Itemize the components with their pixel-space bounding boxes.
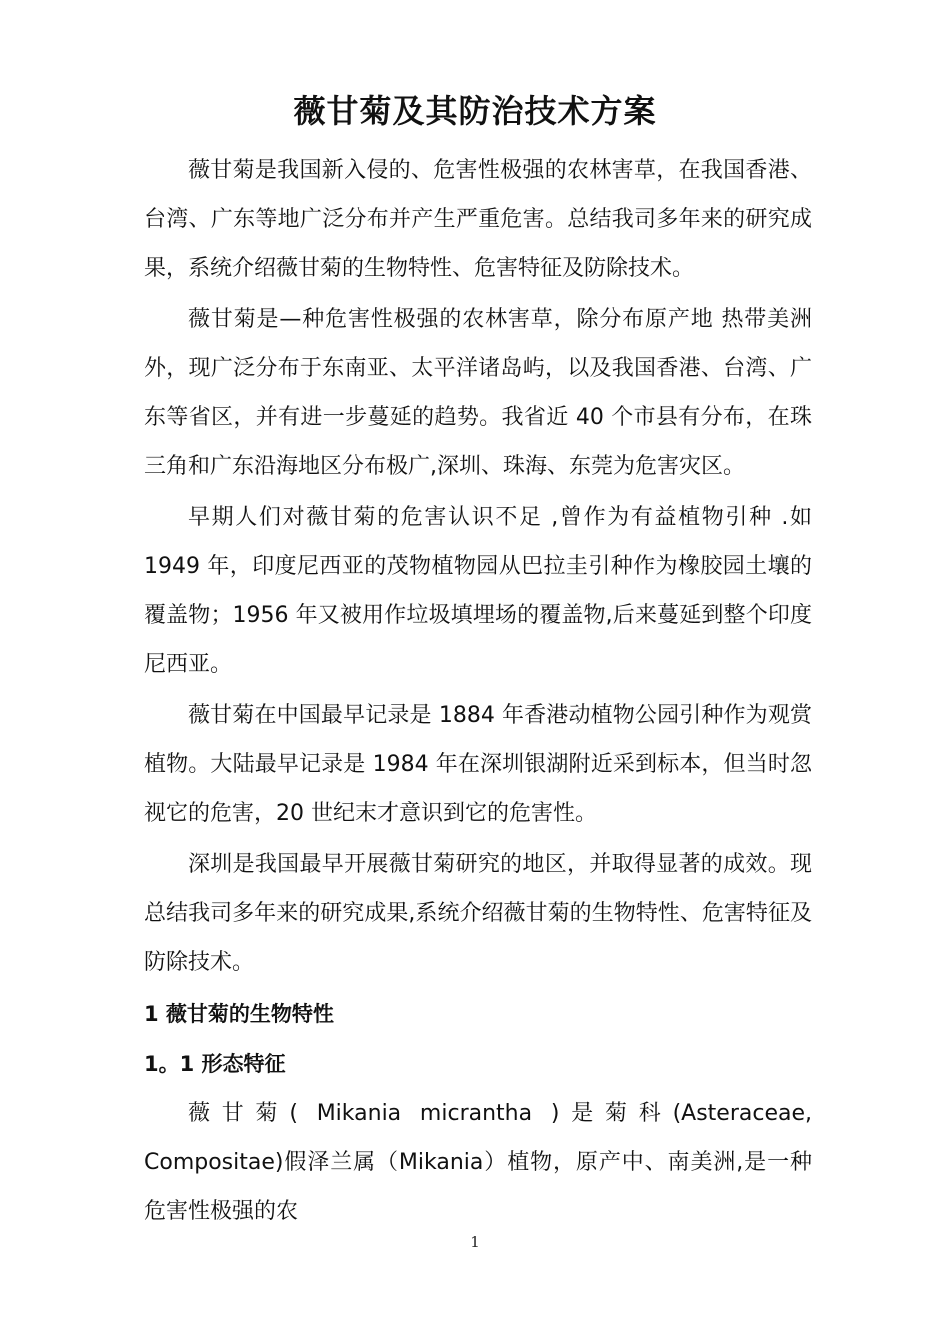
paragraph-china-record: 薇甘菊在中国最早记录是 1884 年香港动植物公园引种作为观赏植物。大陆最早记录是 1984 年在深圳银湖附近采到标本，但当时忽视它的危害，20 世纪末才意识到它的危害性。 — [144, 703, 812, 826]
subsection-heading-morphology: 1。1 形态特征 — [144, 1052, 286, 1076]
page-number: 1 — [470, 1233, 480, 1251]
section-heading-biology: 1 薇甘菊的生物特性 — [144, 1002, 334, 1026]
document-title: 薇甘菊及其防治技术方案 — [293, 92, 657, 130]
paragraph-morphology: 薇甘菊( Mikania micrantha )是菊科(Asteraceae, Compositae)假泽兰属（Mikania）植物，原产中、南美洲,是一种危害性极强的农 — [144, 1101, 812, 1224]
paragraph-intro: 薇甘菊是我国新入侵的、危害性极强的农林害草，在我国香港、台湾、广东等地广泛分布并产生严重危害。总结我司多年来的研究成果，系统介绍薇甘菊的生物特性、危害特征及防除技术。 — [144, 158, 812, 281]
document-body — [144, 146, 812, 1238]
paragraph-history: 早期人们对薇甘菊的危害认识不足 ,曾作为有益植物引种 .如 1949 年，印度尼西亚的茂物植物园从巴拉圭引种作为橡胶园土壤的覆盖物；1956 年又被用作垃圾填埋场的覆盖物,后来蔓延到整个印度尼西亚。 — [144, 505, 812, 677]
paragraph-shenzhen: 深圳是我国最早开展薇甘菊研究的地区，并取得显著的成效。现总结我司多年来的研究成果,系统介绍薇甘菊的生物特性、危害特征及防除技术。 — [144, 852, 812, 975]
paragraph-distribution: 薇甘菊是—种危害性极强的农林害草，除分布原产地 热带美洲外，现广泛分布于东南亚、太平洋诸岛屿，以及我国香港、台湾、广东等省区，并有进一步蔓延的趋势。我省近 40 个市县有分布，在珠三角和广东沿海地区分布极广,深圳、珠海、东莞为危害灾区。 — [144, 307, 812, 479]
